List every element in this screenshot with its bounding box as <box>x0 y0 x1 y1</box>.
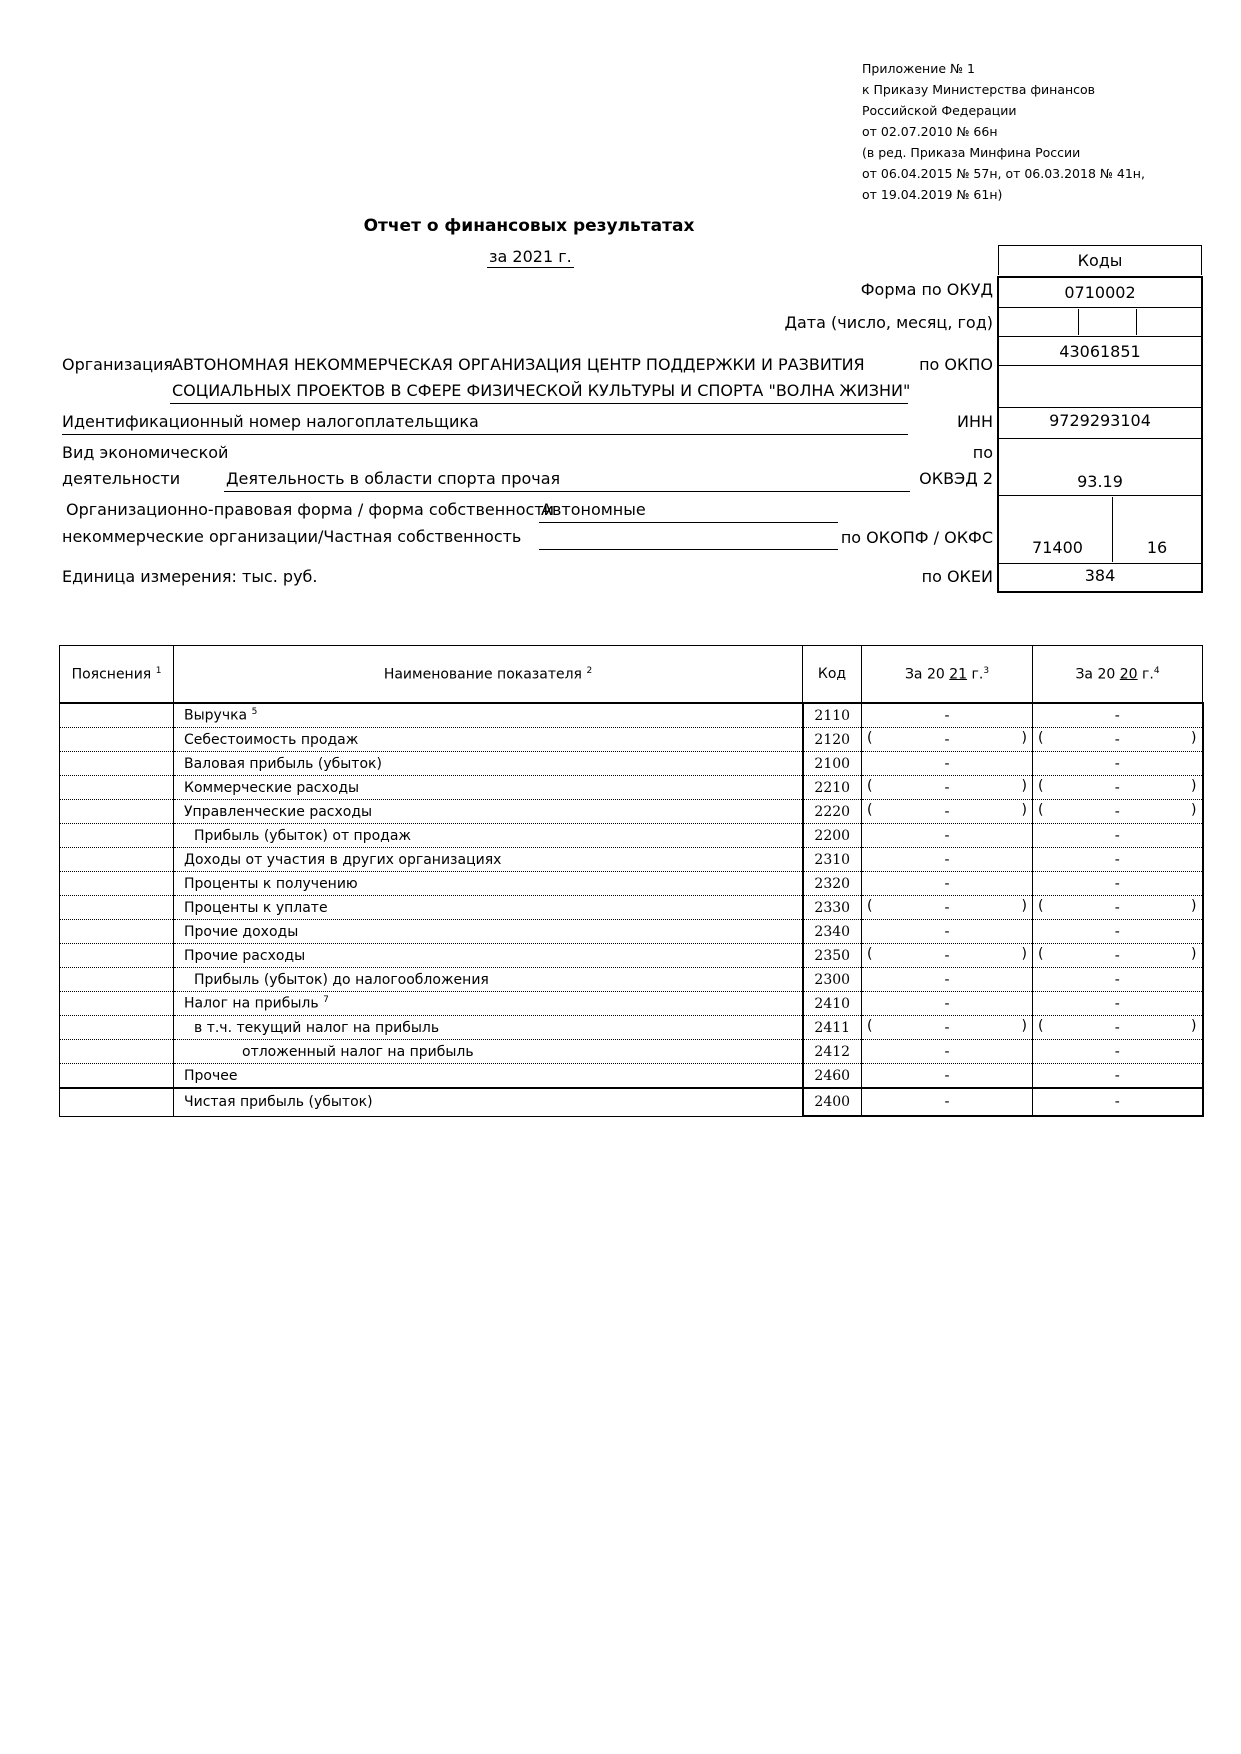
indicator-code: 2411 <box>803 1016 862 1040</box>
value-previous-year: - <box>1033 752 1203 776</box>
value-previous-year: - <box>1033 992 1203 1016</box>
okpo-label: по ОКПО <box>919 355 993 374</box>
value-current-year: ( ) - <box>862 1016 1033 1040</box>
table-row <box>60 1088 1203 1116</box>
indicator-name: Чистая прибыль (убыток) <box>174 1088 803 1116</box>
notes-cell <box>60 800 174 824</box>
value-current-year: - <box>862 920 1033 944</box>
indicator-name: Себестоимость продаж <box>174 728 803 752</box>
value-previous-year: ( ) - <box>1033 896 1203 920</box>
indicator-code: 2210 <box>803 776 862 800</box>
okved-code: 93.19 <box>1077 472 1123 491</box>
value-previous-year: - <box>1033 703 1203 728</box>
okved-label-2: ОКВЭД 2 <box>919 469 993 488</box>
table-row <box>60 776 1203 800</box>
table-row <box>60 1016 1203 1040</box>
inn-description: Идентификационный номер налогоплательщика <box>62 412 479 431</box>
open-paren: ( <box>1038 898 1044 914</box>
indicator-code: 2400 <box>803 1088 862 1116</box>
notes-cell <box>60 872 174 896</box>
indicator-code: 2310 <box>803 848 862 872</box>
value-previous-year: ( ) - <box>1033 944 1203 968</box>
table-row <box>60 800 1203 824</box>
okved-label-1: по <box>972 443 993 462</box>
indicator-name: Управленческие расходы <box>174 800 803 824</box>
value-previous-year: - <box>1033 1064 1203 1089</box>
okopf-code: 71400 <box>1032 538 1083 557</box>
indicator-name: Прочие расходы <box>174 944 803 968</box>
indicator-code: 2320 <box>803 872 862 896</box>
order-reference-line: от 19.04.2019 № 61н) <box>862 187 1003 202</box>
activity-label-1: Вид экономической <box>62 443 229 462</box>
open-paren: ( <box>867 802 873 818</box>
activity-label-2: деятельности <box>62 469 181 488</box>
close-paren: ) <box>1191 1018 1197 1034</box>
value-previous-year: - <box>1033 872 1203 896</box>
value-current-year: ( ) - <box>862 800 1033 824</box>
column-header-notes: Пояснения $^1$ <box>60 646 174 704</box>
notes-cell <box>60 1040 174 1064</box>
value-previous-year: - <box>1033 1040 1203 1064</box>
order-reference-line: к Приказу Министерства финансов <box>862 82 1096 97</box>
indicator-name: отложенный налог на прибыль <box>174 1040 803 1064</box>
indicator-code: 2300 <box>803 968 862 992</box>
close-paren: ) <box>1191 946 1197 962</box>
value-current-year: ( ) - <box>862 728 1033 752</box>
organization-name-line1: АВТОНОМНАЯ НЕКОММЕРЧЕСКАЯ ОРГАНИЗАЦИЯ ЦЕНТР ПОДДЕРЖКИ И РАЗВИТИЯ <box>172 355 865 374</box>
order-reference-line: Приложение № 1 <box>862 61 975 76</box>
value-current-year: - <box>862 1040 1033 1064</box>
indicator-name: Прочее <box>174 1064 803 1089</box>
value-current-year: - <box>862 1088 1033 1116</box>
order-reference-line: от 06.04.2015 № 57н, от 06.03.2018 № 41н, <box>862 166 1145 181</box>
notes-cell <box>60 944 174 968</box>
table-row <box>60 728 1203 752</box>
indicator-code: 2460 <box>803 1064 862 1089</box>
okei-code: 384 <box>1084 566 1116 585</box>
inn-label: ИНН <box>956 412 993 431</box>
indicator-code: 2340 <box>803 920 862 944</box>
open-paren: ( <box>867 898 873 914</box>
value-current-year: ( ) - <box>862 896 1033 920</box>
value-previous-year: - <box>1033 968 1203 992</box>
open-paren: ( <box>1038 778 1044 794</box>
open-paren: ( <box>1038 1018 1044 1034</box>
notes-cell <box>60 776 174 800</box>
column-header-year1: За 20 21 г.$^3$ <box>862 646 1033 704</box>
order-reference-line: от 02.07.2010 № 66н <box>862 124 998 139</box>
notes-cell <box>60 1064 174 1089</box>
value-previous-year: - <box>1033 848 1203 872</box>
indicator-code: 2410 <box>803 992 862 1016</box>
table-row <box>60 824 1203 848</box>
open-paren: ( <box>867 730 873 746</box>
report-period: за 2021 г. <box>489 247 572 266</box>
close-paren: ) <box>1191 898 1197 914</box>
organization-name-line2: СОЦИАЛЬНЫХ ПРОЕКТОВ В СФЕРЕ ФИЗИЧЕСКОЙ КУЛЬТУРЫ И СПОРТА "ВОЛНА ЖИЗНИ" <box>172 381 911 400</box>
value-current-year: - <box>862 992 1033 1016</box>
okud-code: 0710002 <box>1064 283 1136 302</box>
okud-label: Форма по ОКУД <box>860 280 993 299</box>
table-row <box>60 1064 1203 1089</box>
notes-cell <box>60 728 174 752</box>
order-reference-line: Российской Федерации <box>862 103 1017 118</box>
legal-form-line2: некоммерческие организации/Частная собственность <box>62 527 522 546</box>
indicator-name: в т.ч. текущий налог на прибыль <box>174 1016 803 1040</box>
indicator-name: Проценты к уплате <box>174 896 803 920</box>
table-row <box>60 848 1203 872</box>
notes-cell <box>60 1088 174 1116</box>
organization-label: Организация <box>62 355 174 374</box>
close-paren: ) <box>1021 946 1027 962</box>
order-reference-line: (в ред. Приказа Минфина России <box>862 145 1081 160</box>
value-current-year: - <box>862 1064 1033 1089</box>
table-row <box>60 896 1203 920</box>
open-paren: ( <box>1038 946 1044 962</box>
column-header-year2: За 20 20 г.$^4$ <box>1033 646 1203 704</box>
indicator-name: Проценты к получению <box>174 872 803 896</box>
value-previous-year: - <box>1033 824 1203 848</box>
close-paren: ) <box>1021 730 1027 746</box>
column-header-code: Код <box>803 646 862 704</box>
value-current-year: - <box>862 824 1033 848</box>
table-row <box>60 992 1203 1016</box>
indicator-name: Прочие доходы <box>174 920 803 944</box>
close-paren: ) <box>1021 802 1027 818</box>
open-paren: ( <box>867 946 873 962</box>
table-row <box>60 872 1203 896</box>
table-row <box>60 968 1203 992</box>
indicator-name: Прибыль (убыток) от продаж <box>174 824 803 848</box>
open-paren: ( <box>1038 802 1044 818</box>
table-row <box>60 703 1203 728</box>
indicator-name: Прибыль (убыток) до налогообложения <box>174 968 803 992</box>
value-previous-year: ( ) - <box>1033 728 1203 752</box>
open-paren: ( <box>867 778 873 794</box>
value-previous-year: - <box>1033 920 1203 944</box>
inn-code: 9729293104 <box>1049 411 1151 430</box>
close-paren: ) <box>1191 802 1197 818</box>
value-previous-year: ( ) - <box>1033 1016 1203 1040</box>
notes-cell <box>60 848 174 872</box>
notes-cell <box>60 1016 174 1040</box>
notes-cell <box>60 896 174 920</box>
financial-results-table <box>59 645 1204 1117</box>
legal-form-label: Организационно-правовая форма / форма собственности <box>66 500 554 519</box>
indicator-name: Выручка $^5$ <box>174 703 803 728</box>
table-row <box>60 944 1203 968</box>
indicator-code: 2200 <box>803 824 862 848</box>
indicator-name: Валовая прибыль (убыток) <box>174 752 803 776</box>
codes-heading: Коды <box>998 245 1202 275</box>
value-current-year: - <box>862 848 1033 872</box>
notes-cell <box>60 968 174 992</box>
indicator-code: 2110 <box>803 703 862 728</box>
indicator-code: 2120 <box>803 728 862 752</box>
table-row <box>60 920 1203 944</box>
order-reference <box>862 58 1145 205</box>
indicator-name: Налог на прибыль $^7$ <box>174 992 803 1016</box>
value-previous-year: - <box>1033 1088 1203 1116</box>
value-current-year: - <box>862 752 1033 776</box>
notes-cell <box>60 824 174 848</box>
notes-cell <box>60 920 174 944</box>
indicator-code: 2100 <box>803 752 862 776</box>
indicator-code: 2220 <box>803 800 862 824</box>
indicator-code: 2350 <box>803 944 862 968</box>
notes-cell <box>60 752 174 776</box>
legal-form-line1: Автономные <box>541 500 646 519</box>
value-current-year: ( ) - <box>862 776 1033 800</box>
notes-cell <box>60 703 174 728</box>
activity-value: Деятельность в области спорта прочая <box>226 469 561 488</box>
okei-label: по ОКЕИ <box>921 567 993 586</box>
unit-of-measure: Единица измерения: тыс. руб. <box>62 567 318 586</box>
okpo-code: 43061851 <box>1059 342 1141 361</box>
close-paren: ) <box>1021 778 1027 794</box>
indicator-code: 2330 <box>803 896 862 920</box>
report-title: Отчет о финансовых результатах <box>363 216 695 236</box>
open-paren: ( <box>1038 730 1044 746</box>
indicator-name: Доходы от участия в других организациях <box>174 848 803 872</box>
value-previous-year: ( ) - <box>1033 776 1203 800</box>
close-paren: ) <box>1191 778 1197 794</box>
table-row <box>60 1040 1203 1064</box>
close-paren: ) <box>1191 730 1197 746</box>
okopf-label: по ОКОПФ / ОКФС <box>840 528 993 547</box>
close-paren: ) <box>1021 898 1027 914</box>
value-current-year: ( ) - <box>862 944 1033 968</box>
close-paren: ) <box>1021 1018 1027 1034</box>
indicator-code: 2412 <box>803 1040 862 1064</box>
value-current-year: - <box>862 968 1033 992</box>
column-header-name: Наименование показателя $^2$ <box>174 646 803 704</box>
value-previous-year: ( ) - <box>1033 800 1203 824</box>
table-row <box>60 752 1203 776</box>
open-paren: ( <box>867 1018 873 1034</box>
value-current-year: - <box>862 872 1033 896</box>
okfs-code: 16 <box>1146 538 1168 557</box>
notes-cell <box>60 992 174 1016</box>
indicator-name: Коммерческие расходы <box>174 776 803 800</box>
value-current-year: - <box>862 703 1033 728</box>
date-label: Дата (число, месяц, год) <box>784 313 993 332</box>
